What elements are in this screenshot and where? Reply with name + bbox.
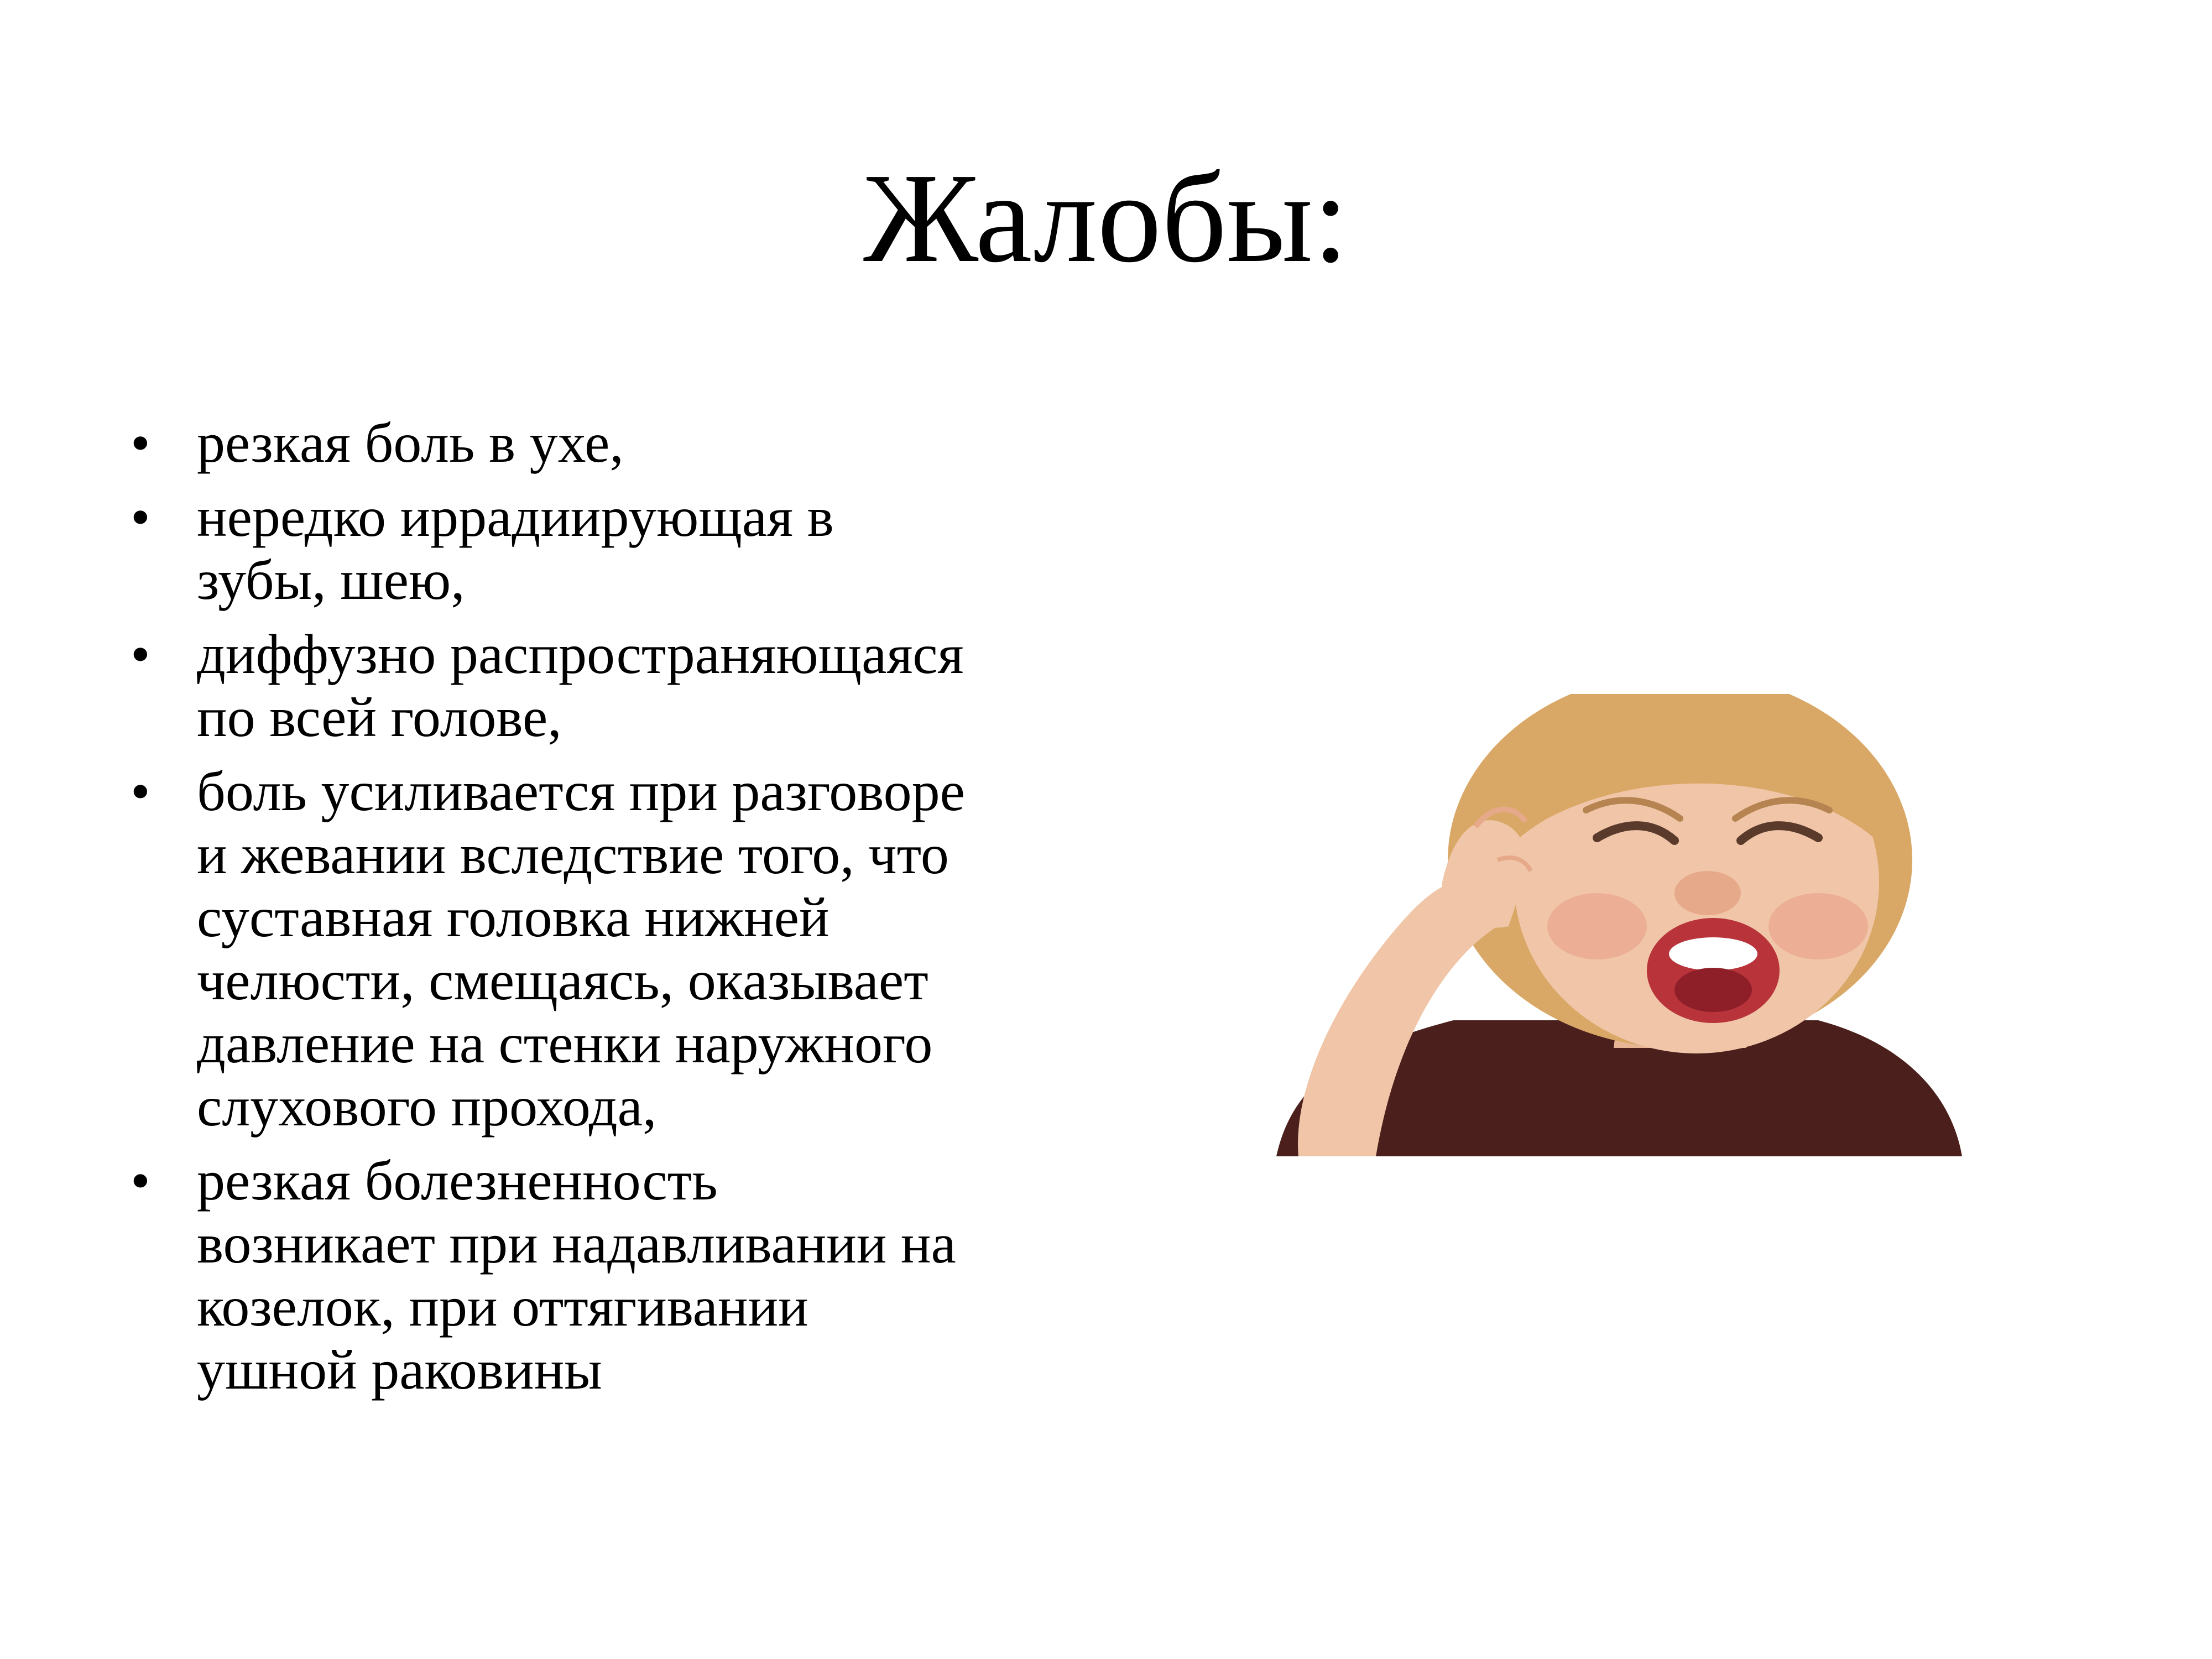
list-item-text: диффузно распространяющаяся по всей голове, — [197, 623, 964, 749]
bullet-icon: • — [131, 486, 150, 549]
list-item-text: резкая болезненность возникает при надавливании на козелок, при оттягивании ушной раковины — [197, 1150, 956, 1401]
list-item-text: резкая боль в ухе, — [197, 412, 624, 474]
bullet-icon: • — [131, 760, 150, 823]
list-item-text: боль усиливается при разговоре и жевании вследствие того, что суставная головка нижней челюсти, смещаясь, оказывает давление на стенки наружного слухового прохода, — [197, 760, 965, 1138]
bullet-icon: • — [131, 623, 150, 686]
list-item — [131, 760, 1115, 1139]
list-item-text: нередко иррадиирующая в зубы, шею, — [197, 486, 834, 612]
list-item — [131, 623, 1115, 749]
crying-child-photo — [1166, 694, 2150, 1156]
bullet-icon: • — [131, 412, 150, 474]
bullet-icon: • — [131, 1150, 150, 1212]
complaints-list — [131, 412, 1115, 1413]
crying-child-holding-ear-icon — [1166, 694, 2150, 1156]
list-item — [131, 1150, 1115, 1402]
slide-title: Жалобы: — [863, 147, 1349, 289]
list-item — [131, 486, 1115, 612]
list-item — [131, 412, 1115, 475]
